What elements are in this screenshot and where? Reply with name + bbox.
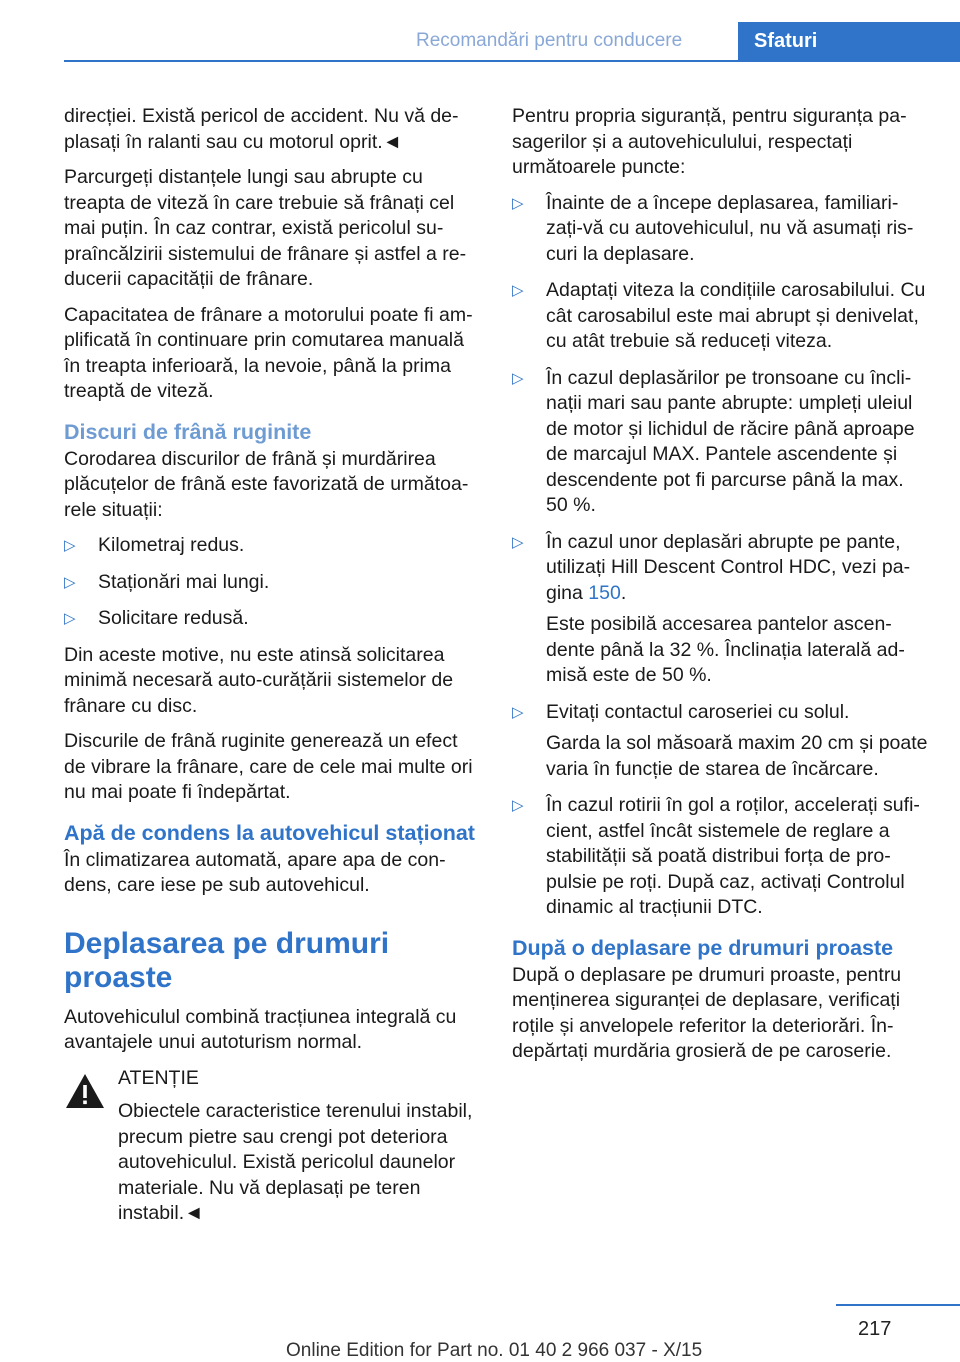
header-rule [64,60,960,62]
chapter-heading-deplasarea: Deplasarea pe drumuri proaste [64,926,390,994]
right-column [512,104,928,1075]
paragraph: Capacitatea de frânare a motorului poate fi amplificată în continuare prin comutarea manuală în treapta inferioară, la nevoie, până la prima treaptă de viteză. [64,303,473,402]
triangle-bullet-icon: ▷ [64,573,76,591]
page-number: 217 [858,1318,892,1340]
warning-box [64,1066,478,1227]
triangle-bullet-icon: ▷ [64,537,76,554]
triangle-bullet-icon: ▷ [512,282,524,299]
triangle-bullet-icon: ▷ [512,797,524,814]
triangle-bullet-icon: ▷ [64,610,76,627]
list-item: ▷ Solicitare redusă. [64,606,478,632]
paragraph: Pentru propria siguranță, pentru siguranța pasagerilor și a autovehiculului, respectați următoarele puncte: [512,105,907,178]
header-chapter-tab[interactable]: Sfaturi [738,22,960,62]
page-header [0,0,960,62]
paragraph: Din aceste motive, nu este atinsă solicitarea minimă necesară auto-curățării sistemelor de frânare cu disc. [64,643,454,717]
list-item: ▷ Adaptați viteza la condițiile carosabilului. Cu cât carosabilul este mai abrupt și denivelat, cu atât trebuie să reduceți viteza. [512,279,926,352]
list-item: ▷ Evitați contactul caroseriei cu solul. Garda la sol măsoară maxim 20 cm și poate varia în funcție de starea de încărcare. [512,700,928,780]
section-heading-discuri: Discuri de frână ruginite [64,419,312,444]
list-item: ▷ Înainte de a începe deplasarea, familiarizați-vă cu autovehiculul, nu vă asumați riscuri la deplasare. [512,191,914,265]
triangle-bullet-icon: ▷ [512,533,524,551]
triangle-bullet-icon: ▷ [512,703,524,721]
section-heading-dupa: După o deplasare pe drumuri proaste [512,935,894,960]
triangle-bullet-icon: ▷ [512,194,524,212]
paragraph: Autovehiculul combină tracțiunea integrală cu avantajele unui autoturism normal. [64,1005,457,1053]
paragraph: direcției. Există pericol de accident. Nu vă deplasați în ralanti sau cu motorul oprit.◄ [64,105,459,153]
paragraph: Discurile de frână ruginite generează un efect de vibrare la frânare, care de cele mai multe ori nu mai poate fi îndepărtat. [64,730,473,803]
footer-rule [836,1304,960,1306]
section-heading-apa: Apă de condens la autovehicul staționat [64,820,475,845]
footer-edition-text: Online Edition for Part no. 01 40 2 966 037 - X/15 [286,1340,703,1361]
list-item: ▷ În cazul deplasărilor pe tronsoane cu înclinații mari sau pante abrupte: umpleți uleiul de motor și lichidul de răcire până aproape de marcajul MAX. Pantele ascendente și descendente pot fi parcurse până la max. 50 %. [512,366,915,516]
page-link[interactable]: 150 [588,581,621,604]
warning-text: Obiectele caracteristice terenului instabil, precum pietre sau crengi pot deteriora autovehiculul. Există pericolul daunelor materiale. Nu vă deplasați pe teren instabil.◄ [118,1100,473,1224]
warning-title: ATENȚIE [118,1066,199,1089]
warning-triangle-icon [64,1072,106,1110]
paragraph: În climatizarea automată, apare apa de condens, care iese pe sub autovehicul. [64,848,446,896]
bullet-list [64,533,478,632]
paragraph: Parcurgeți distanțele lungi sau abrupte cu treapta de viteză în care trebuie să frânați cel mai puțin. În caz contrar, există pericolul supraîncălzirii sistemului de frânare și astfel a reducerii capacității de frânare. [64,166,467,290]
list-item: ▷ Staționări mai lungi. [64,570,478,596]
list-item: ▷ Kilometraj redus. [64,533,478,559]
list-item: ▷ În cazul unor deplasări abrupte pe pante, utilizați Hill Descent Control HDC, vezi pagina 150. Este posibilă accesarea pantelor ascendente până la 32 %. Înclinația laterală admisă este de 50 %. [512,530,911,686]
header-section-title: Recomandări pentru conducere [416,30,683,51]
left-column [64,104,478,1235]
paragraph: Corodarea discurilor de frână și murdărirea plăcuțelor de frână este favorizată de următoarele situații: [64,447,469,521]
bullet-list [512,191,928,921]
paragraph: După o deplasare pe drumuri proaste, pentru menținerea siguranței de deplasare, verificați roțile și anvelopele referitor la deteriorări. Îndepărtați murdăria grosieră de pe caroserie. [512,963,902,1062]
list-item: ▷ În cazul rotirii în gol a roților, accelerați suficient, astfel încât sistemele de reglare a stabilității să poată distribui forța de propulsie pe roți. După caz, activați Controlul dinamic al tracțiunii DTC. [512,794,920,918]
triangle-bullet-icon: ▷ [512,369,524,387]
